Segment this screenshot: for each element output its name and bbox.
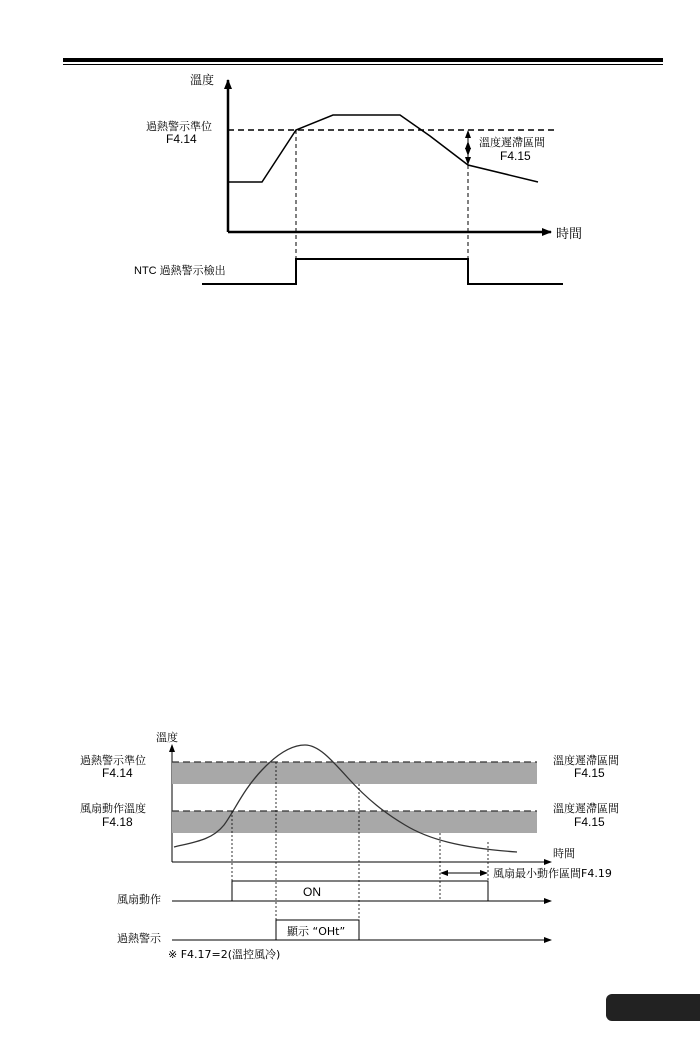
d2-hysteresis-band-upper	[172, 762, 537, 784]
d1-y-axis-label: 溫度	[190, 73, 215, 87]
d2-fan-signal-pulse	[232, 881, 488, 901]
d1-alarm-level-param: F4.14	[166, 132, 197, 146]
d2-alarm-level-param: F4.14	[102, 766, 133, 780]
d2-hysteresis-param-2: F4.15	[574, 815, 605, 829]
d1-signal-pulse	[202, 259, 563, 284]
d2-fan-min-label: 風扇最小動作區間F4.19	[493, 867, 612, 880]
d2-hysteresis-label-1: 溫度遲滯區間	[553, 754, 619, 767]
d2-fan-action-label: 風扇動作	[117, 893, 161, 906]
d1-x-axis-label: 時間	[556, 227, 583, 242]
diagram-1	[134, 72, 582, 284]
d2-alarm-label: 過熱警示	[117, 932, 161, 945]
d1-hysteresis-label: 溫度遲滯區間	[479, 136, 545, 149]
d2-fan-temp-param: F4.18	[102, 815, 133, 829]
diagram-2	[80, 730, 619, 961]
d2-display-label: 顯示 “OHt”	[287, 925, 346, 938]
d1-alarm-level-label: 過熱警示準位	[146, 120, 212, 133]
d2-temperature-curve	[174, 745, 517, 852]
d2-hysteresis-label-2: 溫度遲滯區間	[553, 802, 619, 815]
d2-note-label: ※ F4.17=2(溫控風冷)	[168, 948, 281, 961]
d2-y-axis-label: 溫度	[156, 731, 178, 744]
page-tab-marker	[606, 994, 700, 1021]
d2-hysteresis-param-1: F4.15	[574, 766, 605, 780]
d2-alarm-level-label: 過熱警示準位	[80, 754, 146, 767]
d2-fan-on-label: ON	[303, 885, 321, 899]
d2-fan-temp-label: 風扇動作溫度	[80, 802, 146, 815]
d1-hysteresis-param: F4.15	[500, 149, 531, 163]
d1-signal-label: NTC 過熱警示檢出	[134, 265, 226, 277]
d2-x-axis-label: 時間	[553, 847, 575, 860]
